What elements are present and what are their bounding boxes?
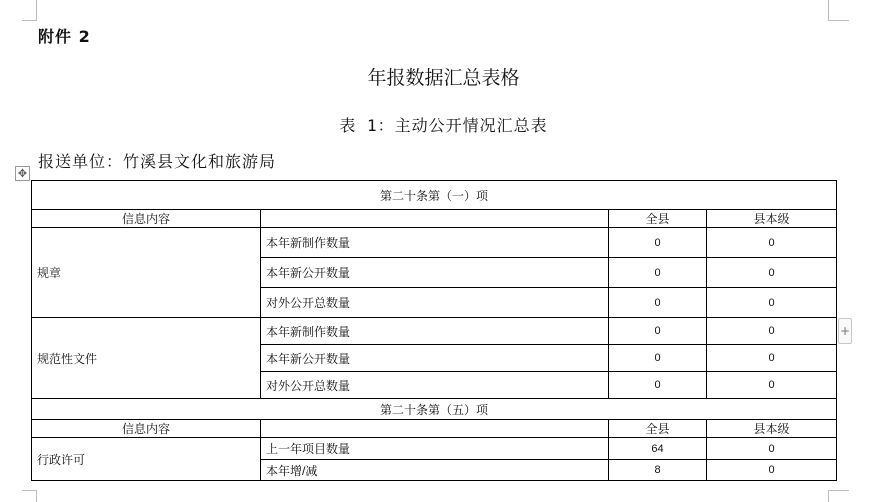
document-title: 年报数据汇总表格 [367,67,520,89]
value-all[interactable]: 0 [609,372,707,399]
page-corner-top-left [22,0,37,21]
value-county[interactable]: 0 [707,372,837,399]
column-header-row [32,420,837,438]
value-county[interactable]: 0 [707,228,837,258]
col-header-all[interactable]: 全县 [609,210,707,228]
value-all[interactable]: 0 [609,288,707,318]
group-label-normative-docs[interactable]: 规范性文件 [32,318,261,399]
col-header-county[interactable]: 县本级 [707,420,837,438]
group-label-regulations[interactable]: 规章 [32,228,261,318]
plus-icon[interactable]: + [838,318,852,344]
col-header-info[interactable]: 信息内容 [32,420,261,438]
item-label[interactable]: 对外公开总数量 [261,372,609,399]
value-all[interactable]: 0 [609,228,707,258]
item-label[interactable]: 本年新公开数量 [261,345,609,372]
value-all[interactable]: 0 [609,345,707,372]
item-label[interactable]: 本年增/减 [261,460,609,481]
table-subtitle: 表 1：主动公开情况汇总表 [339,116,548,135]
item-label[interactable]: 本年新制作数量 [261,228,609,258]
page-corner-bottom-right [828,490,849,502]
value-county[interactable]: 0 [707,288,837,318]
col-header-info[interactable]: 信息内容 [32,210,261,228]
move-arrows-icon[interactable]: ✥ [15,166,30,181]
group-label-admin-license[interactable]: 行政许可 [32,438,261,481]
table-row [32,228,837,258]
value-county[interactable]: 0 [707,258,837,288]
col-header-blank[interactable] [261,210,609,228]
table-row [32,438,837,460]
attachment-label: 附件 2 [38,27,91,46]
item-label[interactable]: 本年新制作数量 [261,318,609,345]
value-county[interactable]: 0 [707,438,837,460]
value-county[interactable]: 0 [707,460,837,481]
page-corner-bottom-left [22,490,37,502]
item-label[interactable]: 对外公开总数量 [261,288,609,318]
value-all[interactable]: 0 [609,258,707,288]
value-county[interactable]: 0 [707,318,837,345]
section-heading[interactable]: 第二十条第（一）项 [32,181,837,210]
table-row [32,318,837,345]
section-heading[interactable]: 第二十条第（五）项 [32,399,837,420]
value-all[interactable]: 0 [609,318,707,345]
section-heading-row [32,399,837,420]
col-header-blank[interactable] [261,420,609,438]
page-corner-top-right [828,0,849,21]
column-header-row [32,210,837,228]
section-heading-row [32,181,837,210]
item-label[interactable]: 本年新公开数量 [261,258,609,288]
value-all[interactable]: 8 [609,460,707,481]
col-header-county[interactable]: 县本级 [707,210,837,228]
item-label[interactable]: 上一年项目数量 [261,438,609,460]
value-all[interactable]: 64 [609,438,707,460]
col-header-all[interactable]: 全县 [609,420,707,438]
reporting-unit: 报送单位：竹溪县文化和旅游局 [38,152,277,171]
value-county[interactable]: 0 [707,345,837,372]
summary-table [31,180,837,481]
